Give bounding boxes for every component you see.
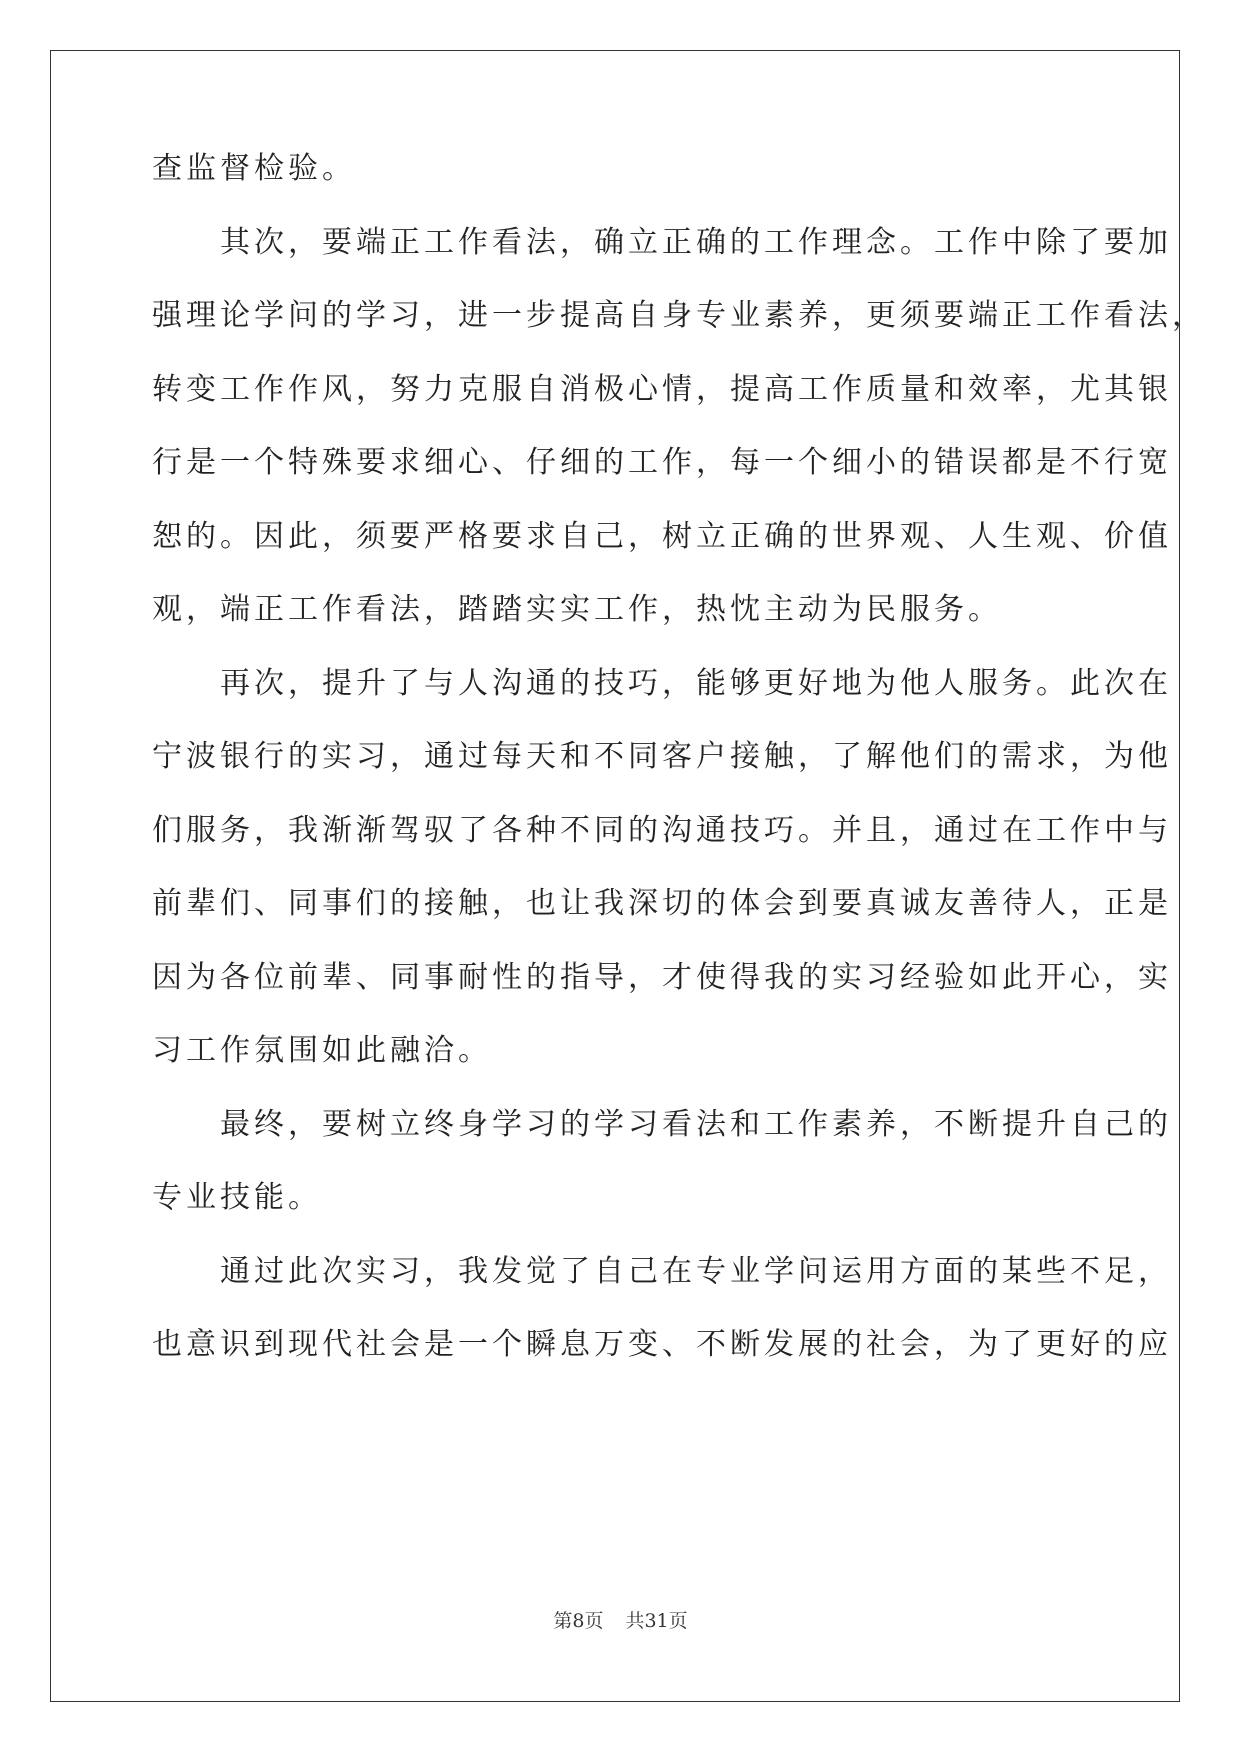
text-line: 查监督检验。	[152, 151, 356, 186]
text-line: 强理论学问的学习，进一步提高自身专业素养，更须要端正工作看法，	[152, 298, 1206, 333]
page-number: 第8页	[553, 1610, 604, 1632]
text-line: 宁波银行的实习，通过每天和不同客户接触，了解他们的需求，为他	[152, 739, 1172, 774]
text-line: 专业技能。	[152, 1180, 322, 1215]
text-line: 也意识到现代社会是一个瞬息万变、不断发展的社会，为了更好的应	[152, 1327, 1172, 1362]
text-line: 其次，要端正工作看法，确立正确的工作理念。工作中除了要加	[152, 225, 1172, 260]
text-line: 们服务，我渐渐驾驭了各种不同的沟通技巧。并且，通过在工作中与	[152, 813, 1172, 848]
text-line: 观，端正工作看法，踏踏实实工作，热忱主动为民服务。	[152, 592, 1002, 627]
page-footer	[0, 1606, 1241, 1633]
text-line: 因为各位前辈、同事耐性的指导，才使得我的实习经验如此开心，实	[152, 960, 1172, 995]
text-line: 转变工作作风，努力克服自消极心情，提高工作质量和效率，尤其银	[152, 372, 1172, 407]
text-line: 恕的。因此，须要严格要求自己，树立正确的世界观、人生观、价值	[152, 519, 1172, 554]
text-line: 再次，提升了与人沟通的技巧，能够更好地为他人服务。此次在	[152, 666, 1172, 701]
text-line: 通过此次实习，我发觉了自己在专业学问运用方面的某些不足，	[152, 1254, 1172, 1289]
text-line: 最终，要树立终身学习的学习看法和工作素养，不断提升自己的	[152, 1107, 1172, 1142]
text-line: 行是一个特殊要求细心、仔细的工作，每一个细小的错误都是不行宽	[152, 445, 1172, 480]
text-line: 习工作氛围如此融洽。	[152, 1033, 492, 1068]
text-line: 前辈们、同事们的接触，也让我深切的体会到要真诚友善待人，正是	[152, 886, 1172, 921]
page-total: 共31页	[625, 1610, 688, 1632]
